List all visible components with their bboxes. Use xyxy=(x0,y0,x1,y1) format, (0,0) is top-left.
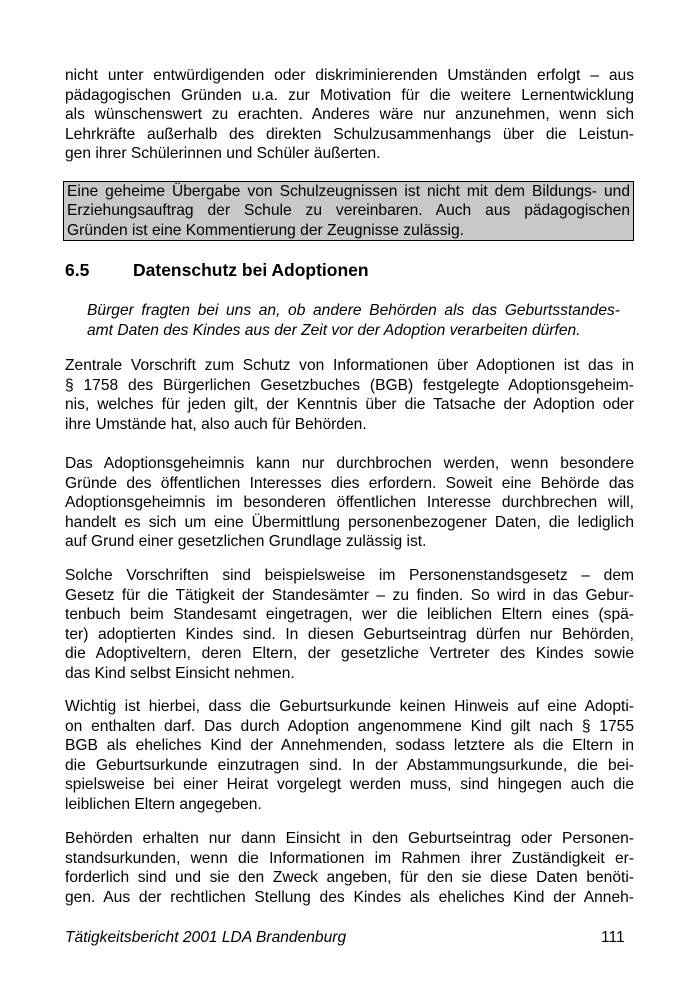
page-number: 111 xyxy=(601,929,625,946)
text-line: Zentrale Vorschrift zum Schutz von Informationen über Adoptionen ist das in xyxy=(65,357,634,374)
text-line: leiblichen Eltern angegeben. xyxy=(65,795,262,813)
text-line: nis, welches für jeden gilt, der Kenntnis über die Tatsache der Adoption oder xyxy=(65,396,634,413)
text-line: auf Grund einer gesetzlichen Grundlage zulässig ist. xyxy=(65,533,427,550)
text-line: ihre Umstände hat, also auch für Behörden. xyxy=(65,415,367,433)
paragraph-5 xyxy=(65,829,634,907)
text-line: das Kind selbst Einsicht nehmen. xyxy=(65,664,295,682)
section-number: 6.5 xyxy=(65,260,90,280)
text-line: on enthalten darf. Das durch Adoption angenommene Kind gilt nach § 1755 xyxy=(65,717,634,735)
text-line: Solche Vorschriften sind beispielsweise im Personenstandsgesetz – dem xyxy=(65,567,634,584)
text-line: ter) adoptierten Kindes sind. In diesen Geburtseintrag dürfen nur Behörden, xyxy=(65,625,634,643)
text-line: gen ihrer Schülerinnen und Schüler äußerten. xyxy=(65,145,381,162)
box-line: Eine geheime Übergabe von Schulzeugnissen ist nicht mit dem Bildungs- und xyxy=(67,183,630,200)
text-line: Lehrkräfte außerhalb des direkten Schulzusammenhangs über die Leistun- xyxy=(65,125,634,143)
section-title: Datenschutz bei Adoptionen xyxy=(133,260,369,280)
text-line: amt Daten des Kindes aus der Zeit vor der Adoption verarbeiten dürfen. xyxy=(87,321,581,339)
text-line: Behörden erhalten nur dann Einsicht in den Geburtseintrag oder Personen- xyxy=(65,830,634,847)
paragraph-4 xyxy=(65,697,634,814)
section-heading xyxy=(65,259,369,281)
footer-title: Tätigkeitsbericht 2001 LDA Brandenburg xyxy=(65,929,347,946)
question-text xyxy=(87,301,620,340)
paragraph-3 xyxy=(65,566,634,683)
text-line: Gründe des öffentlichen Interesses dies erfordern. Soweit eine Behörde das xyxy=(65,474,634,492)
text-line: pädagogischen Gründen u.a. zur Motivation für die weitere Lernentwicklung xyxy=(65,86,634,104)
text-line: Das Adoptionsgeheimnis kann nur durchbrochen werden, wenn besondere xyxy=(65,455,634,472)
text-line: gen. Aus der rechtlichen Stellung des Kindes als eheliches Kind der Anneh- xyxy=(65,888,634,906)
text-line: Wichtig ist hierbei, dass die Geburtsurkunde keinen Hinweis auf eine Adopti- xyxy=(65,698,634,715)
paragraph-intro xyxy=(65,66,634,164)
text-line: handelt es sich um eine Übermittlung personenbezogener Daten, die lediglich xyxy=(65,513,634,531)
text-line: die Geburtsurkunde einzutragen sind. In der Abstammungsurkunde, die bei- xyxy=(65,756,634,774)
text-line: Adoptionsgeheimnis im besonderen öffentlichen Interesse durchbrechen will, xyxy=(65,494,634,511)
paragraph-1 xyxy=(65,356,634,434)
text-line: standsurkunden, wenn die Informationen im Rahmen ihrer Zuständigkeit er- xyxy=(65,849,634,867)
text-line: nicht unter entwürdigenden oder diskriminierenden Umständen erfolgt – aus xyxy=(65,67,634,84)
text-line: BGB als eheliches Kind der Annehmenden, sodass letztere als die Eltern in xyxy=(65,737,634,754)
text-line: § 1758 des Bürgerlichen Gesetzbuches (BGB) festgelegte Adoptionsgeheim- xyxy=(65,376,634,394)
text-line: Bürger fragten bei uns an, ob andere Behörden als das Geburtsstandes- xyxy=(87,302,620,319)
text-line: Gesetz für die Tätigkeit der Standesämter – zu finden. So wird in das Gebur- xyxy=(65,586,634,604)
text-line: die Adoptiveltern, deren Eltern, der gesetzliche Vertreter des Kindes sowie xyxy=(65,645,634,662)
paragraph-2 xyxy=(65,454,634,552)
text-line: spielsweise bei einer Heirat vorgelegt werden muss, sind hingegen auch die xyxy=(65,776,634,793)
box-line: Gründen ist eine Kommentierung der Zeugnisse zulässig. xyxy=(67,221,464,239)
highlight-box xyxy=(63,181,634,241)
box-line: Erziehungsauftrag der Schule zu vereinbaren. Auch aus pädagogischen xyxy=(67,202,630,220)
text-line: tenbuch beim Standesamt eingetragen, wer die leiblichen Eltern eines (spä- xyxy=(65,606,634,623)
text-line: als wünschenswert zu erachten. Anderes wäre nur anzunehmen, wenn sich xyxy=(65,106,634,123)
text-line: forderlich sind und sie den Zweck angeben, für den sie diese Daten benöti- xyxy=(65,869,634,886)
